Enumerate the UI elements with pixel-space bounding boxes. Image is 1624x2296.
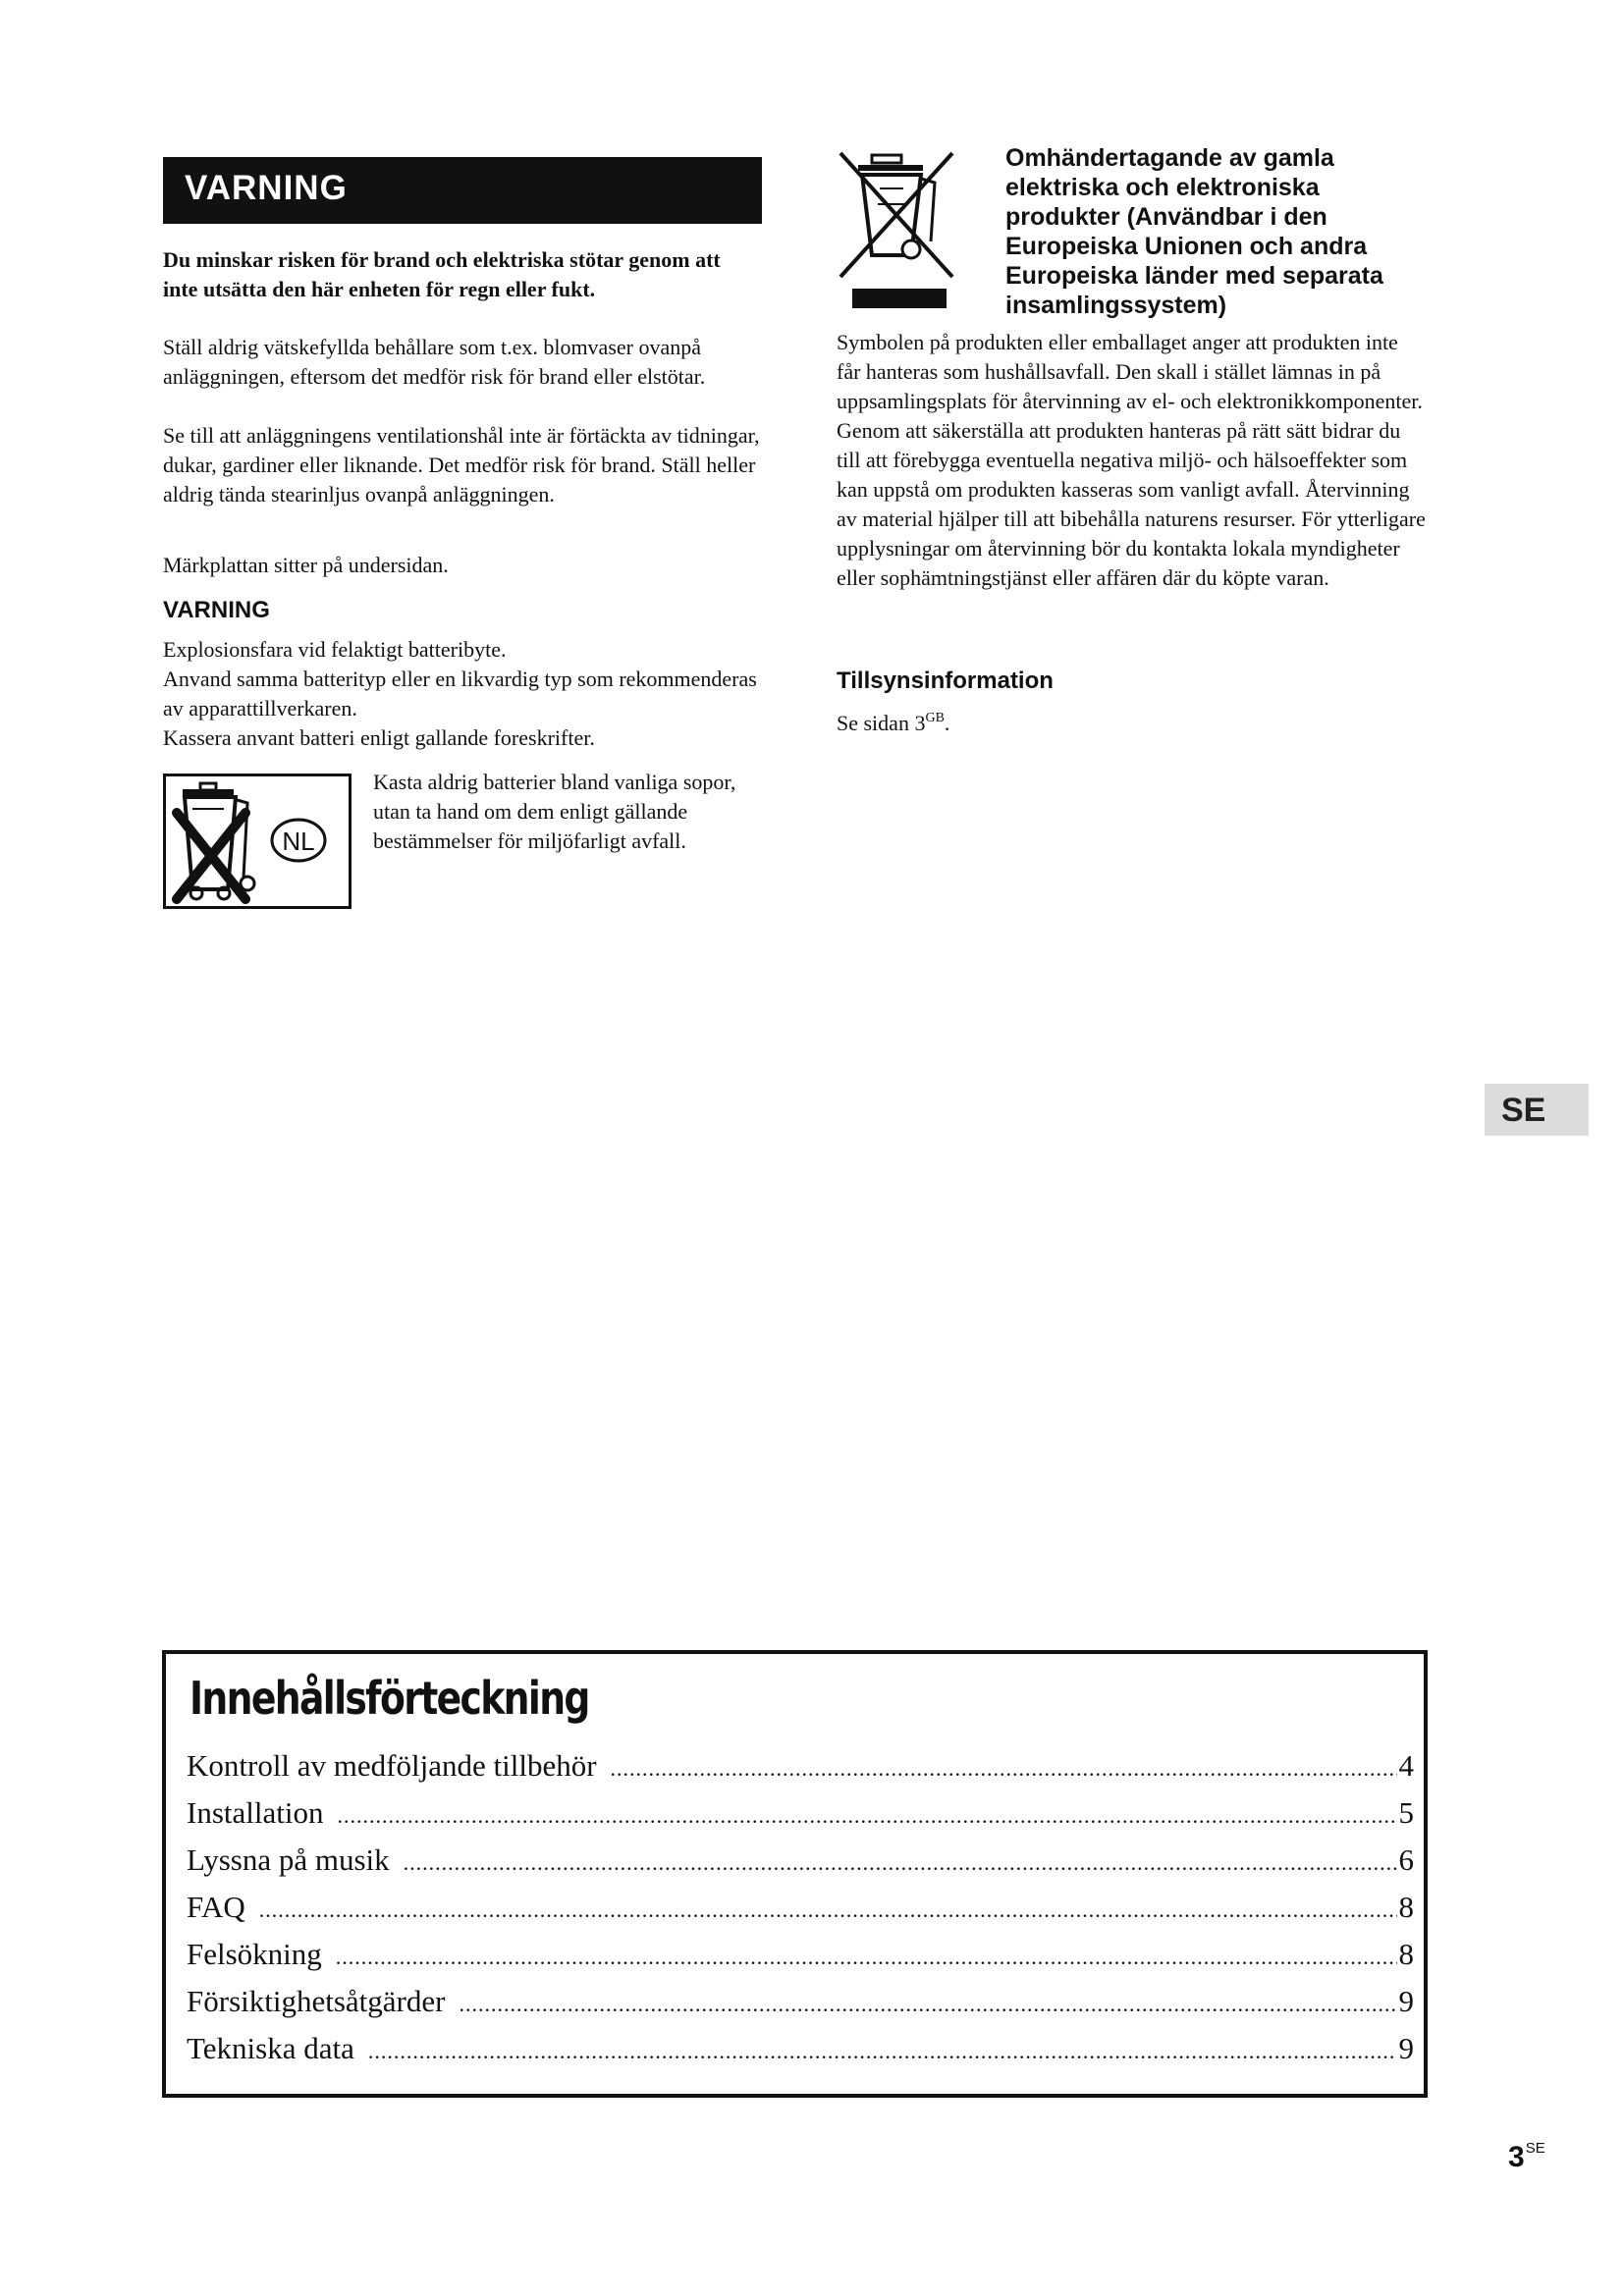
warning-paragraph-1: Ställ aldrig vätskefyllda behållare som t.ex. blomvaser ovanpå anläggningen, eftersom det medför risk för brand eller elstötar. [163, 335, 706, 389]
battery-disposal-nl-icon [163, 774, 352, 909]
toc-item-label: Felsökning [187, 1937, 322, 1971]
toc-item[interactable] [187, 1842, 1414, 1890]
toc-item-page: 9 [1398, 1984, 1414, 2018]
toc-item-page: 8 [1398, 1890, 1414, 1924]
warning-banner-title: VARNING [185, 169, 348, 207]
language-tab [1485, 1084, 1589, 1136]
toc-leader [259, 1897, 1397, 1923]
toc-item-label: FAQ [187, 1890, 245, 1924]
toc-list [187, 1748, 1414, 2078]
toc-item-page: 8 [1398, 1937, 1414, 1971]
toc-item-label: Försiktighetsåtgärder [187, 1984, 446, 2018]
toc-item-page: 9 [1398, 2031, 1414, 2065]
battery-warning-text [163, 635, 762, 753]
toc-item-label: Lyssna på musik [187, 1842, 390, 1877]
warning-lead: Du minskar risken för brand och elektriska stötar genom att inte utsätta den här enheten för regn eller fukt. [163, 247, 721, 301]
toc-item[interactable] [187, 1937, 1414, 1984]
page-number-value: 3 [1508, 2141, 1525, 2173]
battery-warning-line-1: Explosionsfara vid felaktigt batteribyte. [163, 637, 507, 662]
toc-item-page: 5 [1398, 1795, 1414, 1830]
toc-item-label: Installation [187, 1795, 324, 1830]
toc-leader [337, 1803, 1396, 1829]
toc-leader [368, 2039, 1397, 2064]
toc-item[interactable] [187, 2031, 1414, 2078]
toc-item-label: Kontroll av medföljande tillbehör [187, 1748, 597, 1783]
language-tab-label: SE [1501, 1092, 1546, 1129]
toc-item[interactable] [187, 1795, 1414, 1842]
supervision-text-suffix: . [944, 711, 950, 735]
toc-item-page: 6 [1398, 1842, 1414, 1877]
supervision-heading: Tillsynsinformation [837, 667, 1054, 694]
page-number [1508, 2140, 1545, 2174]
weee-heading: Omhändertagande av gamla elektriska och elektroniska produkter (Användbar i den Europeiska Unionen och andra Europeiska länder med separata insamlingssystem) [1005, 144, 1383, 319]
warning-paragraph-3: Märkplattan sitter på undersidan. [163, 553, 449, 577]
battery-warning-line-2: Anvand samma batterityp eller en likvardig typ som rekommenderas av apparattillverkaren. [163, 667, 757, 721]
warning-banner [163, 157, 762, 224]
weee-body: Symbolen på produkten eller emballaget anger att produkten inte får hanteras som hushållsavfall. Den skall i stället lämnas in på uppsamlingsplats för återvinning av el- och elektronikkomponenter. Genom att säkerställa att produkten hanteras på rätt sätt bidrar du till att förebygga eventuella negativa miljö- och hälsoeffekter som kan uppstå om produkten kasseras som vanligt avfall. Återvinning av material hjälper till att bibehålla naturens resurser. För ytterligare upplysningar om återvinning bör du kontakta lokala myndigheter eller sophämtningstjänst eller affären där du köpte varan. [837, 330, 1426, 590]
battery-warning-heading: VARNING [163, 597, 270, 623]
battery-warning-line-3: Kassera anvant batteri enligt gallande foreskrifter. [163, 725, 595, 750]
toc-item[interactable] [187, 1984, 1414, 2031]
toc-item[interactable] [187, 1748, 1414, 1795]
page-number-suffix: SE [1525, 2140, 1545, 2157]
supervision-text-sup: GB [925, 711, 945, 725]
warning-paragraph-2: Se till att anläggningens ventilationshål inte är förtäckta av tidningar, dukar, gardiner eller liknande. Det medför risk för brand. Ställ heller aldrig tända stearinljus ovanpå anläggningen. [163, 423, 760, 507]
toc-title: Innehållsförteckning [189, 1672, 589, 1725]
nl-label: NL [282, 827, 315, 856]
toc-leader [459, 1992, 1396, 2017]
toc-item-label: Tekniska data [187, 2031, 354, 2065]
toc-item[interactable] [187, 1890, 1414, 1937]
weee-crossed-bin-icon [837, 149, 962, 311]
battery-disposal-text: Kasta aldrig batterier bland vanliga sopor, utan ta hand om dem enligt gällande bestämmelser för miljöfarligt avfall. [373, 770, 736, 853]
supervision-text [837, 704, 949, 738]
supervision-text-main: Se sidan 3 [837, 711, 926, 735]
toc-leader [336, 1945, 1397, 1970]
table-of-contents [162, 1650, 1428, 2098]
toc-leader [611, 1756, 1397, 1782]
toc-leader [404, 1850, 1397, 1876]
toc-item-page: 4 [1398, 1748, 1414, 1783]
